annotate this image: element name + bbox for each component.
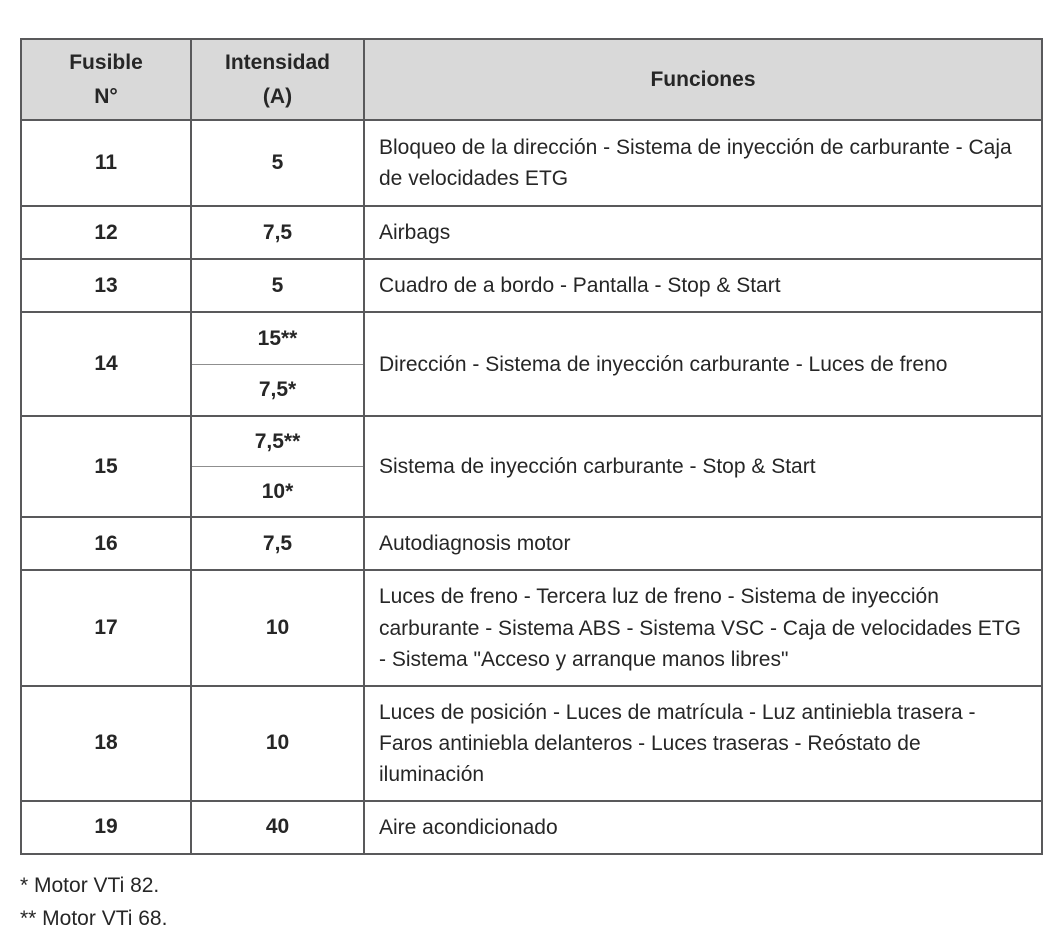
amperage-cell: 10 [191, 686, 364, 801]
amperage-cell: 7,5 [191, 517, 364, 570]
header-amperage [191, 39, 364, 120]
header-fuse-line2: N° [94, 84, 118, 108]
functions-cell: Bloqueo de la dirección - Sistema de inyección de carburante - Caja de velocidades ETG [364, 120, 1042, 206]
amperage-cell: 40 [191, 801, 364, 854]
table-row-fuse-12 [21, 206, 1042, 259]
header-amperage-line1: Intensidad [224, 51, 330, 74]
functions-cell: Cuadro de a bordo - Pantalla - Stop & Start [364, 259, 1042, 312]
functions-cell: Dirección - Sistema de inyección carburante - Luces de freno [364, 312, 1042, 416]
amperage-cell-variant-1: 7,5** [191, 416, 364, 466]
amperage-cell-variant-2: 7,5* [191, 364, 364, 416]
header-amperage-line2: (A) [262, 84, 293, 108]
functions-cell: Luces de freno - Tercera luz de freno - Sistema de inyección carburante - Sistema ABS - Sistema VSC - Caja de velocidades ETG - Sistema "Acceso y arranque manos libres" [364, 570, 1042, 685]
functions-cell: Airbags [364, 206, 1042, 259]
fuse-number-cell: 18 [21, 686, 191, 801]
header-fuse-line1: Fusible [69, 51, 143, 74]
functions-cell: Luces de posición - Luces de matrícula - Luz antiniebla trasera - Faros antiniebla delanteros - Luces traseras - Reóstato de iluminación [364, 686, 1042, 801]
fuse-number-cell: 13 [21, 259, 191, 312]
header-fuse-number [21, 39, 191, 120]
header-functions: Funciones [364, 39, 1042, 120]
amperage-cell: 10 [191, 570, 364, 685]
header-row [21, 39, 1042, 120]
table-row-fuse-13 [21, 259, 1042, 312]
table-row-fuse-15 [21, 416, 1042, 466]
fuse-table [20, 38, 1043, 855]
fuse-number-cell: 17 [21, 570, 191, 685]
amperage-cell: 5 [191, 259, 364, 312]
fuse-number-cell: 14 [21, 312, 191, 416]
table-row-fuse-19 [21, 801, 1042, 854]
fuse-number-cell: 11 [21, 120, 191, 206]
amperage-cell: 7,5 [191, 206, 364, 259]
fuse-number-cell: 15 [21, 416, 191, 517]
table-row-fuse-14 [21, 312, 1042, 364]
functions-cell: Aire acondicionado [364, 801, 1042, 854]
amperage-cell: 5 [191, 120, 364, 206]
footnote-motor-vti-68: ** Motor VTi 68. [20, 906, 168, 930]
footnote-motor-vti-82: * Motor VTi 82. [20, 873, 160, 897]
table-row-fuse-17 [21, 570, 1042, 685]
footnotes [20, 870, 1041, 936]
amperage-cell-variant-1: 15** [191, 312, 364, 364]
fuse-number-cell: 19 [21, 801, 191, 854]
table-row-fuse-16 [21, 517, 1042, 570]
amperage-cell-variant-2: 10* [191, 466, 364, 517]
fuse-number-cell: 12 [21, 206, 191, 259]
fuse-number-cell: 16 [21, 517, 191, 570]
functions-cell: Autodiagnosis motor [364, 517, 1042, 570]
functions-cell: Sistema de inyección carburante - Stop & Start [364, 416, 1042, 517]
table-row-fuse-11 [21, 120, 1042, 206]
table-row-fuse-18 [21, 686, 1042, 801]
